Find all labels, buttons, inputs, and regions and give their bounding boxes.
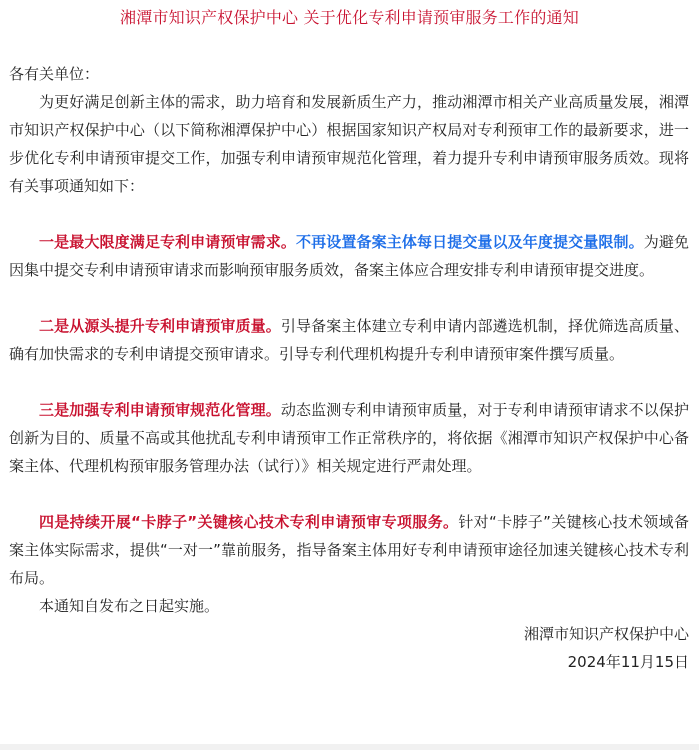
issue-date: 2024年11月15日	[567, 653, 689, 671]
salutation: 各有关单位：	[9, 65, 100, 83]
item-3-body: 动态监测专利申请预审质量，对于专利申请预审请求不以保护创新为目的、质量不高或其他扰乱专利申请预审工作正常秩序的，将依据《湘潭市知识产权保护中心备案主体、代理机构预审服务管理办法（试行）》相关规定进行严肃处理。	[9, 401, 689, 475]
item-4-heading: 四是持续开展“卡脖子”关键核心技术专利申请预审专项服务。	[39, 513, 459, 531]
item-1-body: 为避免因集中提交专利申请预审请求而影响预审服务质效，备案主体应合理安排专利申请预审提交进度。	[9, 233, 689, 279]
notice-title: 湘潭市知识产权保护中心 关于优化专利申请预审服务工作的通知	[120, 8, 579, 27]
intro-paragraph: 为更好满足创新主体的需求，助力培育和发展新质生产力，推动湘潭市相关产业高质量发展，湘潭市知识产权保护中心（以下简称湘潭保护中心）根据国家知识产权局对专利预审工作的最新要求，进一步优化专利申请预审提交工作，加强专利申请预审规范化管理，着力提升专利申请预审服务质效。现将有关事项通知如下：	[9, 93, 689, 195]
notice-body	[9, 60, 689, 676]
item-4-body: 针对“卡脖子”关键核心技术领域备案主体实际需求，提供“一对一”靠前服务，指导备案主体用好专利申请预审途径加速关键核心技术专利布局。	[9, 513, 689, 587]
item-2-heading: 二是从源头提升专利申请预审质量。	[39, 317, 281, 335]
issuer-name: 湘潭市知识产权保护中心	[523, 625, 689, 643]
item-3-heading: 三是加强专利申请预审规范化管理。	[39, 401, 281, 419]
page-bottom-divider	[0, 744, 699, 750]
item-2-body: 引导备案主体建立专利申请内部遴选机制，择优筛选高质量、确有加快需求的专利申请提交预审请求。引导专利代理机构提升专利申请预审案件撰写质量。	[9, 317, 689, 363]
item-4-paragraph	[9, 508, 689, 592]
item-2-paragraph	[9, 312, 689, 368]
effective-statement: 本通知自发布之日起实施。	[39, 597, 220, 615]
item-1-heading: 一是最大限度满足专利申请预审需求。	[39, 233, 297, 251]
item-1-highlight: 不再设置备案主体每日提交量以及年度提交量限制。	[296, 233, 644, 251]
item-1-paragraph	[9, 228, 689, 284]
item-3-paragraph	[9, 396, 689, 480]
